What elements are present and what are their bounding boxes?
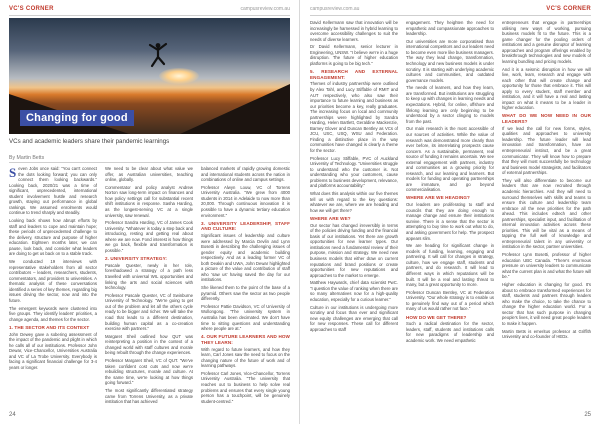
body-paragraph: Our universities are more corporatised than international competitors and our leaders need to become even more like business managers. The way they lead change, transformation, technology and new business models is under scrutiny. It is starting with underlying academic cultures and communities, and outdated governance models. <box>406 38 494 83</box>
body-paragraph: We conducted 19 interviews with representative stakeholders from all sector contributors – leaders, researchers, students, commentators, and providers to universities. A thematic analysis of these conversations identified a series of key themes, regarding big issues driving the sector, now and into the future. <box>9 259 97 303</box>
header-url: campusreview.com.au <box>310 6 360 12</box>
right-cliff <box>180 84 290 134</box>
text-column-5 <box>406 20 494 408</box>
article-standfirst: VCs and academic leaders share their pandemic learnings <box>9 138 170 145</box>
page-number-right: 25 <box>584 412 591 418</box>
body-paragraph: We are heading for significant change in models of funding, learning, engaging and partnering. It will call for changes in strategy, culture, how we engage staff, students and partners, and do research. It will lead to different ways in which reputations will be built. It will be a real and lasting threat to many, but a great opportunity to more. <box>406 243 494 288</box>
body-paragraph: Such a radical destination for the sector, leaders, staff, students and institutions calls for new paradigms of leadership and academic work. We need empathetic <box>406 321 494 343</box>
header-rule <box>9 15 290 16</box>
body-paragraph: balanced markets of rapidly growing domestic and international students across the nation in combinations of online and campus settings. <box>201 166 290 183</box>
text-column-4 <box>310 20 398 408</box>
byline-rule <box>9 162 290 163</box>
body-paragraph: Commentator and policy analyst Andrew Norton saw long-term impact on finances and how policy settings call for substantial recent shift institutions in response. Sasha Harding, as the longest-serving VC at a single university, saw renewal. <box>105 184 193 218</box>
text-column-1 <box>9 166 97 408</box>
body-paragraph: Margaret Sheil outlined how QUT was reinterpreting a position in the context of a changed world with staff cultures and morale being rebuilt through the change experiences. <box>105 333 193 356</box>
body-paragraph: Professor Lucy Stiffable, PVC of Auckland University of Technology. "Universities struggle to understand who the customer is. Not understanding who your customers, cause problems to business development, relevance, and platforms accountability." <box>310 155 398 189</box>
body-paragraph: What does this analysis within our five themes tell us with regard to the key questions: whatever we are, where we are heading and how we will get there? <box>310 191 398 213</box>
drop-cap: S <box>9 166 17 180</box>
body-paragraph: Martin Betts is emeritus professor at Griffith University and co-founder of HEDx. <box>502 328 591 340</box>
body-paragraph: John Dewey gave a sobering assessment of the impact of the pandemic and plight in which he calls all of our institutions. Professor John Dewar, Vice-Chancellor, Universities Australia and VC of La Trobe University. Everybody is facing a significant financial challenge for 3-4 years or longer. <box>9 331 97 370</box>
jumping-person-silhouette <box>147 42 169 68</box>
section-label: VC'S CORNER <box>546 6 591 12</box>
body-paragraph: Our main research is the most accessible of our sources of activities. While the value of research was demonstrated more clearly than ever before, its interrelating prospects cause concern. As a sustainable, permanent, real source of funding it remains uncertain. We see external engagement with partners, industry and communities as a growing priority for research, and our learning and learners. But models for funding and operating partnerships are immature, and go beyond commercialisation. <box>406 126 494 193</box>
section-heading: WHERE ARE WE HEADING? <box>406 195 470 201</box>
body-paragraph: The needs of learners, and how they learn, are transformed. But institutions are struggling to keep up with changes in learning needs and expectations. Hybrid, for online, offshore and lifelong learning are only beginning to be understood by a sector clinging to models from the past. <box>406 85 494 124</box>
body-paragraph: Higher education is changing for good. It's about to embrace transformed experiences for staff, students and partners through leaders who make the choice, to take the chance to change the higher education world. For a sector that has such purpose in changing people's lives, it will need great people leaders to make it happen. <box>502 282 591 326</box>
hero-image <box>9 18 290 134</box>
body-paragraph: Professor Lynn Bosetti, professor of higher education UBC Canada. "There's enormous pressure on university leaders to communicate what the current plan is and what the future will be." <box>502 252 591 280</box>
header-url: campusreview.com.au <box>240 6 290 12</box>
section-label: VC'S CORNER <box>9 6 54 12</box>
body-paragraph: The most significantly differentiated strategy came from Torrens University, as a private institution that has achieved <box>105 388 193 405</box>
article-title: Changing for good <box>20 110 134 126</box>
section-heading: 4. OUR FUTURE LEARNERS AND HOW THEY LEARN: <box>201 334 290 345</box>
body-paragraph: David Kellermann saw that innovation will be increasingly be harnessed in hybrid learning to overcome accessibility challenges to suit the needs of diverse learners. <box>310 20 398 42</box>
section-heading: WHAT DO WE NOW NEED IN OUR LEADERS? <box>502 113 591 125</box>
body-paragraph: entrepreneurs that engage in partnerships utilising new ways of working, pursuing business models fit to the future. This is a game changer for the pooling orders of institutions and a genuine disruptor of learning approaches and program offerings enabled by breakthrough technologies and new models of learning bundling and pricing models. <box>502 20 591 64</box>
body-paragraph: Dr David Kellermann, senior lecturer in Engineering, UNSW. "I believe we're in a huge disruption. The future of higher education platforms is going to be big tech." <box>310 44 398 67</box>
body-paragraph: engagement. They heighten the need for empathetic and compassionate approaches to leadership. <box>406 20 494 37</box>
section-heading: 5. RESEARCH AND EXTERNAL ENGAGEMENT: <box>310 69 398 80</box>
body-paragraph: Professor Duncan Bentley, VC at Federation University. "Our whole strategy is to enable us to genuinely find way out of a period which many of us would rather not face." <box>406 289 494 312</box>
body-paragraph: Professor Pascale Quester, VC of Swinburne University of Technology. "We're going to get out of the problem and let all the others cycle ready to be bigger and richer. We will take the road that leads to a different destination, building human capital as a co-creation exercise with partners." <box>105 292 193 332</box>
header-rule <box>310 15 591 16</box>
text-column-3 <box>201 166 290 408</box>
text-column-6 <box>502 20 591 408</box>
body-paragraph: We need to be clear about what value we offer, as Australian universities, teaching online, globally. <box>105 166 193 183</box>
body-paragraph: With regard to future learners, and how they learn, Carl Jones saw the need to focus on the changing nature of the future of work and of learning pathways. <box>201 346 290 369</box>
article-byline: By Martin Betts <box>9 155 45 161</box>
body-paragraph: And it is a seismic disruption in how we will live, work, learn, research and engage with each other that will create change and opportunity for those that embrace it. This will apply to every student, staff member and institution, and it will have a real and lasting impact on what it means to be a leader in higher education. <box>502 66 591 111</box>
body-paragraph: The emergent keywords were clustered into five groups. They identify leaders' priorities, a change agenda, and themes for the sector. <box>9 305 97 322</box>
body-paragraph: If we lead the call for new forms, styles, qualities and approaches to university leadership. The future leader will lead innovation and transformation, have an entrepreneurial instinct, and be a great communicator. They will know how to prepare that they will most successfully be technology and business model strategists, and facilitators of external partnerships. <box>502 125 591 176</box>
body-paragraph: even Jobs once said: "You can't connect the dots looking forward; you can only connect them looking backwards." Looking back, 2020/21 was a time of significant, unprecedented, international student involvement hustle and research growth, staying out performance in global rankings. We assumed enrolments would continue to trend sharply and steadily. <box>9 166 97 216</box>
body-paragraph: Matthew Haywards, chief data scientist PwC. "I question the value of ranking when there are so many alternatives now for a high-quality education, especially for a curious learner." <box>310 280 398 302</box>
section-heading: HOW DO WE GET THERE? <box>406 314 467 320</box>
body-paragraph: Significant issues of leadership and culture were addressed by Marcia Devlin and Lynn Bosetti in describing the challenging issues of gender equity and academic building respectively. And as a leading former VC of both Deakin and UWA, John Dewar highlighted a picture of the value and contribution of staff who 'saw us' having saved the day for our institutions. <box>201 232 290 283</box>
body-paragraph: Themes of industry partnership were outlined by Alex Tahl, and Lucy Stiffable of RMIT and AUT respectively, who also saw their importance to future learning and business as our priorities become a key, really graduates. The increasing focus on local and community partnerships were highlighted by Sandra Harding, Helen Bartlett, Geraldine Mackenzie, Barney Glover and Duncan Bentley as VCs of JCU, USC, USQ, WSU and Federation. Finding a distinctive place in the way communities have changed is clearly a theme for the sector. <box>310 81 398 153</box>
body-paragraph: Professor Margaret Sheil, VC of QUT. "We've taken confident cost cuts and now we're rebuilding structures, morale and culture. At the same time, we're looking at how things going forward." <box>105 358 193 386</box>
body-paragraph: Pascale Quester, newly in her role, foreshadowed a strategy of a path less travelled with universal WIL opportunities and linking the arts and social sciences with technology. <box>105 262 193 291</box>
section-heading: 3. UNIVERSITY LEADERSHIP, STAFF AND CULTURE: <box>201 220 290 232</box>
section-heading: WHERE ARE WE? <box>310 215 351 221</box>
body-paragraph: They will also differentiate to become our leaders that are now recruited through academic hierarchies. And they will need to surround themselves with skills and teams to ensure this culture and leadership team embrace all the new priorities for the path ahead. This includes edtech and other partnerships, specialist input, and facilitation of internal innovation activities across these priorities. This will be vital as a means of tapping the full well of knowledge and entrepreneurial talent in any university or institution in the sector, partner universities. <box>502 177 591 250</box>
body-paragraph: Looking back shows how abrupt efforts by staff and leaders to cope and maintain hope; these periods of unprecedented challenge to the delivery, structure and purpose of higher education. Eighteen months later, we can pause, look back, and consider what leaders are doing to get us back on to a stable track. <box>9 218 97 257</box>
section-heading: 1. THE SECTOR AND ITS CONTEXT <box>9 324 90 330</box>
body-paragraph: Our leaders are proliferating to staff and councils that they are doing enough to manage change and ensure their institutions survive. There is a sense that the sector is attempting to buy time to work out what to do, and asking government for help. The prospect appears slim. <box>406 202 494 241</box>
body-paragraph: Professor Sandra Harding, VC of James Cook University. "Whatever is today a step back and introducing, resting and getting real about where we are now. Fond interest is how things we go back, flexible and transformation is possible." <box>105 220 193 254</box>
body-paragraph: Professor Carl Jones, Vice-Chancellor, Torrens University Australia. "The university that reaches out to business to help solve real problems and ensures that every single young person has a touchpoint, will be genuinely student-centred." <box>201 370 290 404</box>
section-heading: 2. UNIVERSITY STRATEGY: <box>105 256 168 262</box>
body-paragraph: Our sector has changed irreversibly in terms of the policies driving funding and the financial basis of our institutions. Yet there are growth opportunities for new learner types. Our institutions need a fundamental review of their purpose, mission and strategy. We need new business models that either draw on current reputations and brand positions or create opportunities for new reputations and approaches to the market to emerge. <box>310 222 398 278</box>
right-page <box>300 0 600 424</box>
body-paragraph: Professor Alwyn Louw, VC of Torrens University Australia. "We grew from 4000 students in 2014 in Adelaide to now more than 20,000. Through continuous innovation it is possible to have a dynamic tertiary education environment." <box>201 184 290 218</box>
body-paragraph: Culture in our institutions is undergoing more scrutiny and focus than ever and significant new equity challenges are emerging that call for new responses. These call for different approaches to staff <box>310 304 398 332</box>
body-paragraph: She likened them to the point of the base of a pyramid. Others saw the sector as two people differently. <box>201 285 290 302</box>
page-number-left: 24 <box>9 412 16 418</box>
body-paragraph: Professor Pattie Davidson, VC of University of Wollongong. "The university system in Australia has been decimated. We don't have time to sitting questions and understanding where people are at." <box>201 303 290 332</box>
text-column-2 <box>105 166 193 408</box>
sunset-glow <box>159 68 199 84</box>
